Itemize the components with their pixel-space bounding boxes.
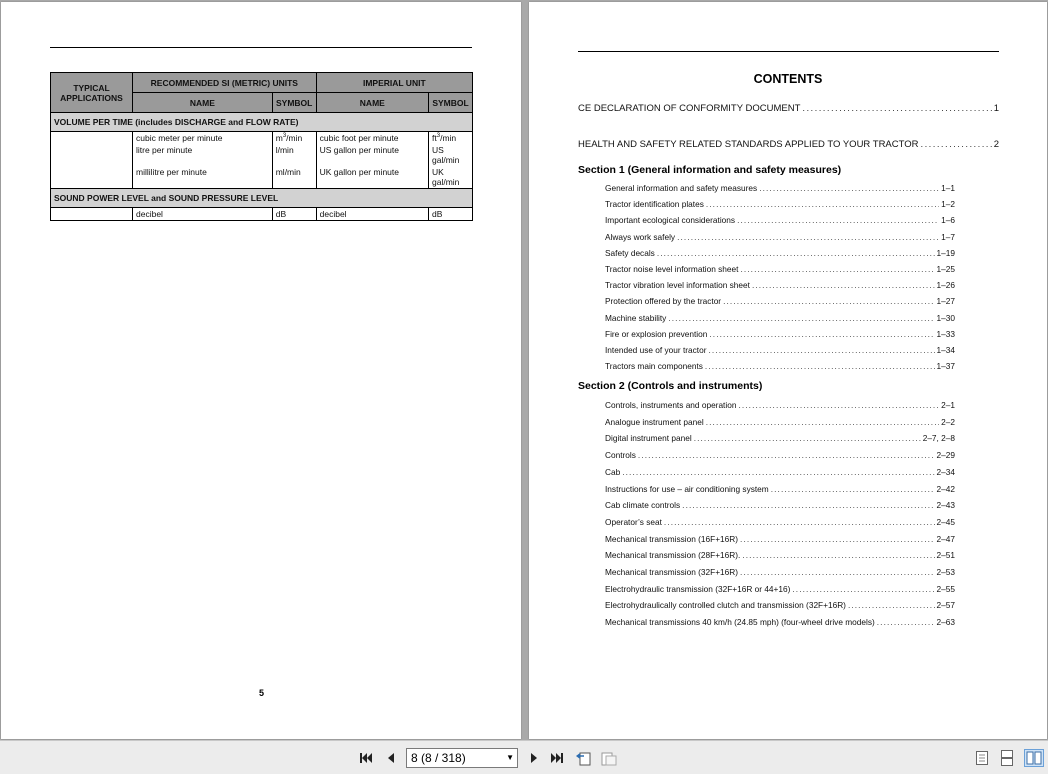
leader-dots [738,400,939,410]
toc-item [605,417,955,427]
toc-item [605,534,955,544]
imp-name-cell: decibel [316,208,428,221]
toc-item-label: Tractors main components [605,361,703,372]
toc-item-page: 1–37 [936,361,955,372]
toc-entry: CE DECLARATION OF CONFORMITY DOCUMENT . . . 1 [578,103,999,114]
first-page-icon[interactable] [357,749,375,767]
toc-item-label: Always work safely [605,231,676,242]
toc-item-page: 2–45 [936,516,955,527]
document-page-left [1,2,521,739]
table-row [51,144,473,166]
leader-dots [708,345,934,355]
toc-item-page: 2–43 [936,500,955,511]
toc-item-page: 1–2 [941,199,955,210]
toc-item [605,215,955,225]
units-table [50,72,473,221]
toc-item-label: Protection offered by the tractor [605,296,722,307]
toc-item-label: Mechanical transmissions 40 km/h (24.85 mph) (four-wheel drive models) [605,617,875,628]
page-number-select[interactable] [406,748,518,768]
page-indicator-text: 8 (8 / 318) [411,751,466,765]
leader-dots [737,215,939,225]
header-si-symbol: SYMBOL [272,93,316,113]
si-name-cell: litre per minute [133,144,273,166]
leader-dots [706,417,939,427]
toc-item [605,484,955,494]
page-number: 5 [259,688,265,698]
toc-item-label: Tractor vibration level information sheet [605,280,750,291]
toc-item-page: 2–63 [936,617,955,628]
toc-item [605,617,955,627]
toc-item-page: 1–27 [936,296,955,307]
header-imperial-unit: IMPERIAL UNIT [316,73,472,93]
leader-dots [723,296,934,306]
imp-symbol-cell: UK gal/min [429,166,473,189]
toc-item-page: 2–2 [941,416,955,427]
header-imp-name: NAME [316,93,428,113]
si-symbol-cell: ml/min [272,166,316,189]
toc-item-page: 1–26 [936,280,955,291]
continuous-view-icon[interactable] [1000,750,1014,766]
toc-item-label: Mechanical transmission (32F+16R) [605,567,739,577]
toc-item-page: 2–55 [936,583,955,594]
toc-item-page: 1–1 [941,183,955,193]
toc-item-page: 2–51 [936,550,955,561]
leader-dots [694,433,921,443]
toc-item-page: 1–30 [936,312,955,323]
leader-dots [622,467,934,477]
leader-dots [682,500,934,510]
header-rule [578,51,999,52]
table-row [51,166,473,189]
toc-item-label: Intended use of your tractor [605,345,707,355]
leader-dots [752,280,935,290]
document-page-right [529,2,1047,739]
go-forward-icon[interactable] [600,749,618,767]
toc-item-label: Safety decals [605,247,655,258]
toc-item-label: Mechanical transmission (28F+16R). [605,550,741,561]
toc-item-page: 2–1 [941,400,955,410]
toc-item-label: Mechanical transmission (16F+16R) [605,533,739,544]
go-back-icon[interactable] [574,749,592,767]
section-sound-level: SOUND POWER LEVEL and SOUND PRESSURE LEVEL [51,189,473,208]
previous-page-icon[interactable] [382,749,400,767]
toc-item-page: 1–34 [936,345,955,355]
header-si-units: RECOMMENDED SI (METRIC) UNITS [133,73,317,93]
toc-item-label: Tractor noise level information sheet [605,264,739,274]
toc-item [605,183,955,193]
toc-item [605,500,955,510]
leader-dots [668,313,934,323]
toc-item [605,550,955,560]
viewer-toolbar [0,740,1048,774]
leader-dots [740,567,934,577]
contents-title: CONTENTS [753,72,823,86]
toc-item-label: Fire or explosion prevention [605,328,708,339]
header-imp-symbol: SYMBOL [429,93,473,113]
leader-dots [740,264,934,274]
toc-item-page: 1–6 [941,215,955,226]
two-page-view-icon[interactable] [1024,749,1044,767]
toc-item-page: 2–29 [936,450,955,461]
toc-item [605,450,955,460]
last-page-icon[interactable] [548,749,566,767]
leader-dots [657,248,935,258]
leader-dots [877,617,935,627]
toc-item [605,264,955,274]
imp-symbol-cell: dB [429,208,473,221]
toc-item-label: Cab climate controls [605,500,681,511]
toc-item-label: Digital instrument panel [605,433,692,444]
toc-item [605,361,955,371]
toc-item [605,600,955,610]
header-typical-applications: TYPICAL APPLICATIONS [51,73,133,113]
single-page-view-icon[interactable] [975,750,989,766]
imp-symbol-cell: US gal/min [429,144,473,166]
toc-item-label: Analogue instrument panel [605,416,704,427]
toc-item-label: Cab [605,466,621,477]
leader-dots [706,199,939,209]
si-name-cell: millilitre per minute [133,166,273,189]
toc-item-page: 2–34 [936,466,955,477]
leader-dots [771,484,935,494]
toc-item [605,400,955,410]
toc-item [605,248,955,258]
leader-dots [848,600,935,610]
toc-item-label: Electrohydraulic transmission (32F+16R or 44+16) [605,583,791,594]
header-rule [50,47,472,48]
toc-item-label: Electrohydraulically controlled clutch and transmission (32F+16R) [605,600,846,611]
leader-dots [759,183,939,193]
toc-item-page: 2–57 [936,600,955,611]
imp-name-cell: UK gallon per minute [316,166,428,189]
toc-item-label: Tractor identification plates [605,199,704,210]
toc-item [605,329,955,339]
toc-item-page: 1–25 [936,264,955,274]
si-name-cell: decibel [133,208,273,221]
toc-item-label: Operator’s seat [605,516,662,527]
toc-item-page: 1–7 [941,231,955,242]
toc-item-page: 2–53 [936,567,955,577]
toc-entry: HEALTH AND SAFETY RELATED STANDARDS APPLIED TO YOUR TRACTOR . . . 2 [578,139,999,150]
toc-item-label: Machine stability [605,312,667,323]
si-symbol-cell: l/min [272,144,316,166]
toc-item [605,313,955,323]
toc-item-page: 2–42 [936,483,955,494]
toc-item [605,433,955,443]
section-volume-per-time: VOLUME PER TIME (includes DISCHARGE and FLOW RATE) [51,113,473,132]
toc-item [605,517,955,527]
toc-item-label: Important ecological considerations [605,215,736,226]
toc-item [605,280,955,290]
toc-item [605,584,955,594]
leader-dots [664,517,935,527]
leader-dots [709,329,934,339]
section-1-heading: Section 1 (General information and safety measures) [578,164,842,176]
si-symbol-cell: $m^3/\min$ [272,132,316,145]
table-row [51,208,473,221]
leader-dots [638,450,935,460]
leader-dots [705,361,935,371]
toc-item-page: 2–7, 2–8 [922,433,955,444]
toc-item-page: 1–33 [936,328,955,339]
section-2-heading: Section 2 (Controls and instruments) [578,380,763,392]
toc-item [605,199,955,209]
toc-item-label: General information and safety measures [605,183,758,193]
toc-item [605,296,955,306]
leader-dots [742,550,934,560]
toc-item-label: Controls, instruments and operation [605,400,737,410]
si-symbol-cell: dB [272,208,316,221]
toc-item-label: Controls [605,450,636,461]
toc-item [605,232,955,242]
leader-dots [792,584,934,594]
toc-item [605,567,955,577]
leader-dots [677,232,939,242]
imp-symbol-cell: $ft^3/\min$ [429,132,473,145]
toc-item [605,345,955,355]
toc-item [605,467,955,477]
leader-dots [740,534,934,544]
next-page-icon[interactable] [525,749,543,767]
imp-name-cell: cubic foot per minute [316,132,428,145]
toc-item-label: Instructions for use – air conditioning system [605,483,769,494]
header-si-name: NAME [133,93,273,113]
chevron-down-icon: ▼ [506,753,514,762]
table-row [51,132,473,145]
si-name-cell: cubic meter per minute [133,132,273,145]
imp-name-cell: US gallon per minute [316,144,428,166]
toc-item-page: 1–19 [936,247,955,258]
toc-item-page: 2–47 [936,533,955,544]
